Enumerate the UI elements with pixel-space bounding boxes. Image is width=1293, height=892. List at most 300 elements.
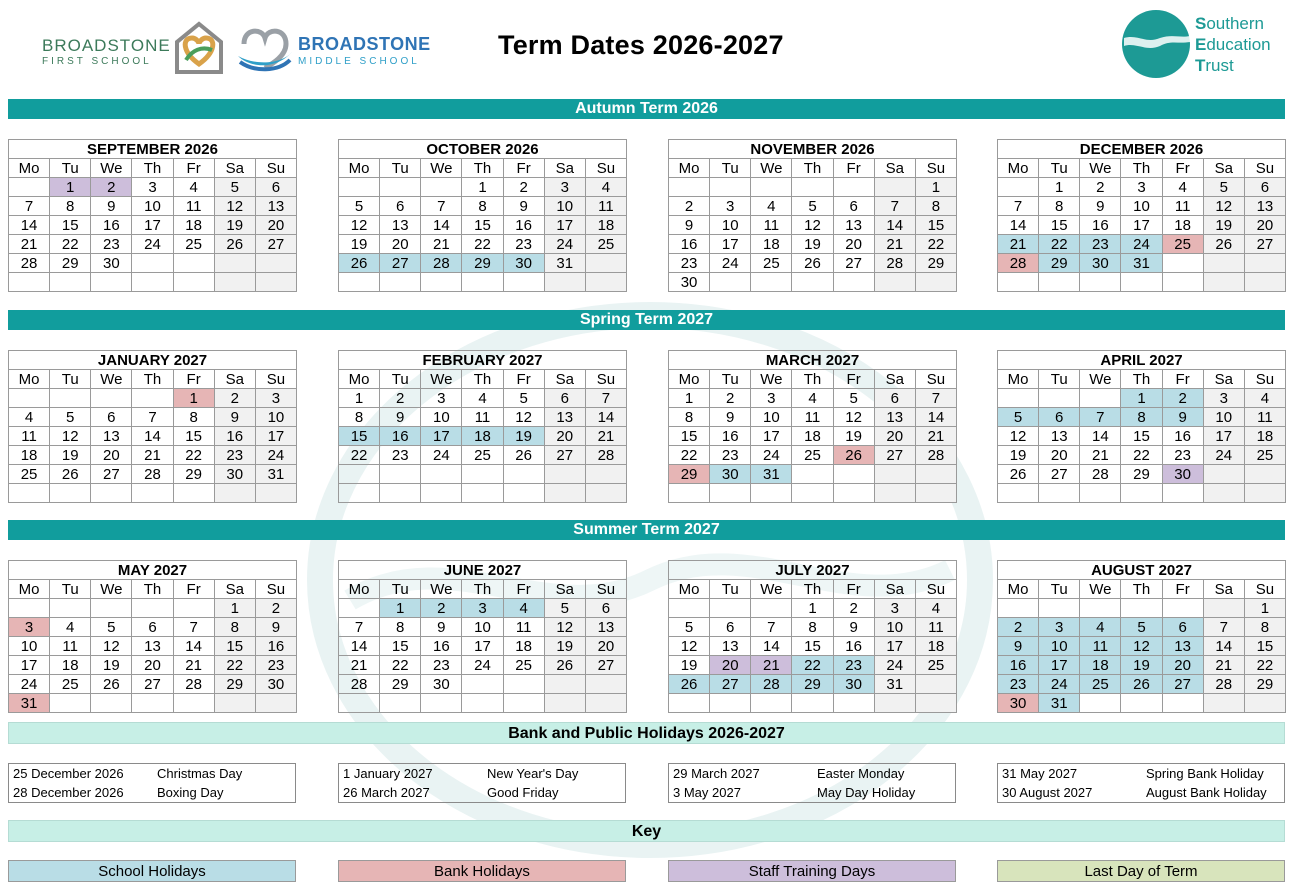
day-cell: 31 xyxy=(544,254,585,273)
empty-cell xyxy=(874,465,915,484)
day-cell: 27 xyxy=(585,656,626,675)
day-cell: 9 xyxy=(1162,408,1203,427)
empty-cell xyxy=(544,675,585,694)
day-cell: 12 xyxy=(1121,637,1162,656)
month-title: JANUARY 2027 xyxy=(9,351,297,370)
empty-cell xyxy=(1244,694,1285,713)
day-cell: 5 xyxy=(503,389,544,408)
day-cell: 16 xyxy=(1162,427,1203,446)
logo-middle-name: BROADSTONE xyxy=(298,34,431,54)
day-cell: 4 xyxy=(50,618,91,637)
month-title: JUNE 2027 xyxy=(339,561,627,580)
day-cell: 28 xyxy=(915,446,956,465)
empty-cell xyxy=(339,484,380,503)
day-cell: 29 xyxy=(462,254,503,273)
weekday-header: Sa xyxy=(544,580,585,599)
empty-cell xyxy=(1162,599,1203,618)
empty-cell xyxy=(132,273,173,292)
day-cell: 28 xyxy=(1203,675,1244,694)
holiday-name: August Bank Holiday xyxy=(1146,785,1267,800)
weekday-header: Mo xyxy=(669,370,710,389)
southern-education-trust-logo xyxy=(1120,8,1290,80)
day-cell: 23 xyxy=(710,446,751,465)
day-cell: 8 xyxy=(1244,618,1285,637)
empty-cell xyxy=(255,254,296,273)
day-cell: 20 xyxy=(132,656,173,675)
day-cell: 3 xyxy=(874,599,915,618)
day-cell: 26 xyxy=(339,254,380,273)
day-cell: 30 xyxy=(710,465,751,484)
day-cell: 19 xyxy=(339,235,380,254)
day-cell: 19 xyxy=(833,427,874,446)
weekday-header: Su xyxy=(1244,159,1285,178)
day-cell: 14 xyxy=(585,408,626,427)
day-cell: 18 xyxy=(9,446,50,465)
day-cell: 30 xyxy=(1162,465,1203,484)
empty-cell xyxy=(1162,273,1203,292)
day-cell: 30 xyxy=(91,254,132,273)
empty-cell xyxy=(421,484,462,503)
day-cell: 19 xyxy=(998,446,1039,465)
empty-cell xyxy=(339,273,380,292)
day-cell: 25 xyxy=(585,235,626,254)
month-calendar xyxy=(997,350,1286,503)
day-cell: 4 xyxy=(503,599,544,618)
trust-line-2: Education xyxy=(1195,35,1271,54)
empty-cell xyxy=(915,694,956,713)
day-cell: 23 xyxy=(214,446,255,465)
day-cell: 23 xyxy=(1080,235,1121,254)
day-cell: 8 xyxy=(50,197,91,216)
empty-cell xyxy=(462,273,503,292)
day-cell: 21 xyxy=(874,235,915,254)
day-cell: 16 xyxy=(214,427,255,446)
day-cell: 24 xyxy=(751,446,792,465)
weekday-header: Mo xyxy=(339,370,380,389)
weekday-header: Sa xyxy=(214,159,255,178)
empty-cell xyxy=(132,254,173,273)
day-cell: 12 xyxy=(1203,197,1244,216)
empty-cell xyxy=(421,273,462,292)
day-cell: 22 xyxy=(380,656,421,675)
bank-holiday-row xyxy=(9,783,295,802)
day-cell: 22 xyxy=(915,235,956,254)
day-cell: 4 xyxy=(1244,389,1285,408)
day-cell: 23 xyxy=(833,656,874,675)
day-cell: 16 xyxy=(998,656,1039,675)
month-calendar xyxy=(997,139,1286,292)
day-cell: 30 xyxy=(503,254,544,273)
empty-cell xyxy=(339,465,380,484)
day-cell: 22 xyxy=(792,656,833,675)
empty-cell xyxy=(1121,484,1162,503)
day-cell: 21 xyxy=(585,427,626,446)
day-cell: 13 xyxy=(1162,637,1203,656)
empty-cell xyxy=(50,694,91,713)
day-cell: 11 xyxy=(9,427,50,446)
day-cell: 6 xyxy=(380,197,421,216)
empty-cell xyxy=(833,694,874,713)
day-cell: 5 xyxy=(339,197,380,216)
day-cell: 5 xyxy=(1121,618,1162,637)
logo-middle-subtitle: MIDDLE SCHOOL xyxy=(298,56,420,67)
empty-cell xyxy=(874,694,915,713)
day-cell: 20 xyxy=(833,235,874,254)
day-cell: 7 xyxy=(585,389,626,408)
day-cell: 8 xyxy=(462,197,503,216)
day-cell: 3 xyxy=(462,599,503,618)
month-title: OCTOBER 2026 xyxy=(339,140,627,159)
empty-cell xyxy=(792,694,833,713)
month-calendar xyxy=(668,139,957,292)
weekday-header: Sa xyxy=(214,580,255,599)
empty-cell xyxy=(339,178,380,197)
empty-cell xyxy=(132,389,173,408)
day-cell: 2 xyxy=(710,389,751,408)
weekday-header: Th xyxy=(462,580,503,599)
empty-cell xyxy=(544,694,585,713)
day-cell: 14 xyxy=(751,637,792,656)
holiday-date: 28 December 2026 xyxy=(13,785,124,800)
day-cell: 11 xyxy=(503,618,544,637)
weekday-header: Su xyxy=(585,580,626,599)
day-cell: 28 xyxy=(173,675,214,694)
day-cell: 23 xyxy=(380,446,421,465)
empty-cell xyxy=(1080,484,1121,503)
holiday-name: Good Friday xyxy=(487,785,559,800)
day-cell: 9 xyxy=(998,637,1039,656)
day-cell: 25 xyxy=(462,446,503,465)
day-cell: 10 xyxy=(544,197,585,216)
weekday-header: Mo xyxy=(9,370,50,389)
weekday-header: Su xyxy=(255,159,296,178)
key-bank-holidays: Bank Holidays xyxy=(338,860,626,882)
day-cell: 25 xyxy=(751,254,792,273)
month-calendar xyxy=(668,350,957,503)
month-title: MARCH 2027 xyxy=(669,351,957,370)
weekday-header: Sa xyxy=(1203,580,1244,599)
empty-cell xyxy=(710,599,751,618)
day-cell: 3 xyxy=(1203,389,1244,408)
day-cell: 21 xyxy=(751,656,792,675)
day-cell: 20 xyxy=(380,235,421,254)
trust-line-3: Trust xyxy=(1195,56,1234,75)
empty-cell xyxy=(421,465,462,484)
day-cell: 29 xyxy=(1121,465,1162,484)
day-cell: 5 xyxy=(544,599,585,618)
empty-cell xyxy=(380,273,421,292)
empty-cell xyxy=(544,465,585,484)
day-cell: 24 xyxy=(1121,235,1162,254)
day-cell: 15 xyxy=(669,427,710,446)
empty-cell xyxy=(462,465,503,484)
day-cell: 6 xyxy=(132,618,173,637)
day-cell: 24 xyxy=(132,235,173,254)
day-cell: 7 xyxy=(173,618,214,637)
holiday-name: New Year's Day xyxy=(487,766,579,781)
weekday-header: Sa xyxy=(874,370,915,389)
weekday-header: Mo xyxy=(339,580,380,599)
day-cell: 11 xyxy=(1244,408,1285,427)
empty-cell xyxy=(132,599,173,618)
day-cell: 7 xyxy=(421,197,462,216)
weekday-header: We xyxy=(1080,370,1121,389)
empty-cell xyxy=(874,178,915,197)
day-cell: 11 xyxy=(173,197,214,216)
day-cell: 24 xyxy=(421,446,462,465)
day-cell: 27 xyxy=(833,254,874,273)
empty-cell xyxy=(91,389,132,408)
day-cell: 3 xyxy=(9,618,50,637)
bank-holiday-row xyxy=(339,783,625,802)
empty-cell xyxy=(710,484,751,503)
empty-cell xyxy=(1039,484,1080,503)
day-cell: 16 xyxy=(669,235,710,254)
month-calendar xyxy=(668,560,957,713)
day-cell: 17 xyxy=(421,427,462,446)
day-cell: 13 xyxy=(255,197,296,216)
day-cell: 2 xyxy=(503,178,544,197)
empty-cell xyxy=(1121,694,1162,713)
day-cell: 1 xyxy=(669,389,710,408)
day-cell: 29 xyxy=(915,254,956,273)
empty-cell xyxy=(585,465,626,484)
weekday-header: We xyxy=(421,159,462,178)
weekday-header: Tu xyxy=(710,580,751,599)
trust-globe-icon xyxy=(1120,8,1192,80)
day-cell: 18 xyxy=(462,427,503,446)
weekday-header: Th xyxy=(1121,370,1162,389)
weekday-header: Th xyxy=(1121,580,1162,599)
day-cell: 14 xyxy=(1203,637,1244,656)
day-cell: 25 xyxy=(1162,235,1203,254)
empty-cell xyxy=(669,484,710,503)
weekday-header: Sa xyxy=(544,159,585,178)
day-cell: 27 xyxy=(1244,235,1285,254)
day-cell: 7 xyxy=(1203,618,1244,637)
day-cell: 26 xyxy=(669,675,710,694)
bank-holiday-row xyxy=(998,783,1284,802)
empty-cell xyxy=(9,273,50,292)
day-cell: 13 xyxy=(1244,197,1285,216)
weekday-header: Fr xyxy=(503,370,544,389)
day-cell: 9 xyxy=(255,618,296,637)
day-cell: 9 xyxy=(421,618,462,637)
day-cell: 17 xyxy=(9,656,50,675)
day-cell: 4 xyxy=(173,178,214,197)
day-cell: 8 xyxy=(380,618,421,637)
day-cell: 19 xyxy=(50,446,91,465)
day-cell: 6 xyxy=(255,178,296,197)
day-cell: 20 xyxy=(710,656,751,675)
day-cell: 26 xyxy=(544,656,585,675)
bank-holiday-group xyxy=(338,763,626,803)
empty-cell xyxy=(915,675,956,694)
day-cell: 12 xyxy=(91,637,132,656)
empty-cell xyxy=(132,694,173,713)
empty-cell xyxy=(751,273,792,292)
month-title: SEPTEMBER 2026 xyxy=(9,140,297,159)
empty-cell xyxy=(50,484,91,503)
day-cell: 19 xyxy=(544,637,585,656)
empty-cell xyxy=(792,484,833,503)
weekday-header: Su xyxy=(255,580,296,599)
day-cell: 12 xyxy=(833,408,874,427)
day-cell: 22 xyxy=(1039,235,1080,254)
weekday-header: Mo xyxy=(669,159,710,178)
weekday-header: Fr xyxy=(173,159,214,178)
weekday-header: Fr xyxy=(503,159,544,178)
day-cell: 31 xyxy=(1039,694,1080,713)
empty-cell xyxy=(585,675,626,694)
day-cell: 20 xyxy=(1039,446,1080,465)
day-cell: 15 xyxy=(214,637,255,656)
weekday-header: Th xyxy=(792,580,833,599)
day-cell: 1 xyxy=(173,389,214,408)
day-cell: 27 xyxy=(255,235,296,254)
day-cell: 2 xyxy=(214,389,255,408)
weekday-header: Fr xyxy=(833,370,874,389)
weekday-header: Fr xyxy=(833,159,874,178)
day-cell: 16 xyxy=(380,427,421,446)
weekday-header: Tu xyxy=(1039,370,1080,389)
empty-cell xyxy=(833,178,874,197)
day-cell: 15 xyxy=(915,216,956,235)
day-cell: 25 xyxy=(1080,675,1121,694)
key-school-holidays: School Holidays xyxy=(8,860,296,882)
day-cell: 30 xyxy=(255,675,296,694)
empty-cell xyxy=(380,694,421,713)
day-cell: 23 xyxy=(503,235,544,254)
day-cell: 5 xyxy=(91,618,132,637)
holiday-name: Boxing Day xyxy=(157,785,224,800)
empty-cell xyxy=(1162,694,1203,713)
empty-cell xyxy=(91,484,132,503)
day-cell: 18 xyxy=(1162,216,1203,235)
empty-cell xyxy=(1039,599,1080,618)
empty-cell xyxy=(833,465,874,484)
day-cell: 8 xyxy=(915,197,956,216)
empty-cell xyxy=(1039,273,1080,292)
day-cell: 4 xyxy=(751,197,792,216)
empty-cell xyxy=(585,694,626,713)
day-cell: 22 xyxy=(1121,446,1162,465)
day-cell: 2 xyxy=(669,197,710,216)
day-cell: 4 xyxy=(585,178,626,197)
month-calendar xyxy=(338,560,627,713)
day-cell: 21 xyxy=(1203,656,1244,675)
day-cell: 22 xyxy=(1244,656,1285,675)
day-cell: 7 xyxy=(9,197,50,216)
day-cell: 27 xyxy=(380,254,421,273)
day-cell: 22 xyxy=(214,656,255,675)
day-cell: 11 xyxy=(462,408,503,427)
empty-cell xyxy=(1039,389,1080,408)
day-cell: 25 xyxy=(50,675,91,694)
empty-cell xyxy=(214,484,255,503)
key-heading: Key xyxy=(8,820,1285,842)
day-cell: 28 xyxy=(1080,465,1121,484)
empty-cell xyxy=(255,273,296,292)
day-cell: 17 xyxy=(1039,656,1080,675)
day-cell: 8 xyxy=(1039,197,1080,216)
day-cell: 13 xyxy=(833,216,874,235)
empty-cell xyxy=(669,599,710,618)
empty-cell xyxy=(9,389,50,408)
day-cell: 29 xyxy=(380,675,421,694)
day-cell: 2 xyxy=(998,618,1039,637)
day-cell: 3 xyxy=(132,178,173,197)
day-cell: 14 xyxy=(1080,427,1121,446)
weekday-header: Th xyxy=(462,159,503,178)
day-cell: 14 xyxy=(874,216,915,235)
heart-house-icon xyxy=(172,20,226,76)
day-cell: 30 xyxy=(833,675,874,694)
day-cell: 17 xyxy=(751,427,792,446)
empty-cell xyxy=(1080,599,1121,618)
weekday-header: We xyxy=(91,580,132,599)
day-cell: 5 xyxy=(214,178,255,197)
empty-cell xyxy=(998,599,1039,618)
day-cell: 12 xyxy=(544,618,585,637)
empty-cell xyxy=(1080,694,1121,713)
day-cell: 11 xyxy=(751,216,792,235)
day-cell: 7 xyxy=(751,618,792,637)
day-cell: 20 xyxy=(1244,216,1285,235)
weekday-header: Th xyxy=(132,580,173,599)
empty-cell xyxy=(214,694,255,713)
day-cell: 1 xyxy=(915,178,956,197)
day-cell: 22 xyxy=(173,446,214,465)
day-cell: 6 xyxy=(1039,408,1080,427)
day-cell: 21 xyxy=(339,656,380,675)
term-heading: Autumn Term 2026 xyxy=(8,99,1285,119)
day-cell: 3 xyxy=(1039,618,1080,637)
day-cell: 1 xyxy=(462,178,503,197)
bank-holiday-row xyxy=(339,764,625,783)
empty-cell xyxy=(792,273,833,292)
day-cell: 7 xyxy=(132,408,173,427)
day-cell: 20 xyxy=(544,427,585,446)
day-cell: 18 xyxy=(1080,656,1121,675)
weekday-header: We xyxy=(1080,159,1121,178)
day-cell: 7 xyxy=(1080,408,1121,427)
weekday-header: Su xyxy=(915,580,956,599)
day-cell: 13 xyxy=(1039,427,1080,446)
weekday-header: Th xyxy=(792,370,833,389)
day-cell: 6 xyxy=(874,389,915,408)
day-cell: 20 xyxy=(91,446,132,465)
broadstone-middle-school-logo xyxy=(236,18,431,82)
holiday-date: 31 May 2027 xyxy=(1002,766,1078,781)
empty-cell xyxy=(50,389,91,408)
day-cell: 13 xyxy=(710,637,751,656)
day-cell: 28 xyxy=(339,675,380,694)
empty-cell xyxy=(503,694,544,713)
day-cell: 22 xyxy=(339,446,380,465)
day-cell: 29 xyxy=(792,675,833,694)
day-cell: 8 xyxy=(214,618,255,637)
day-cell: 7 xyxy=(915,389,956,408)
weekday-header: Mo xyxy=(339,159,380,178)
day-cell: 24 xyxy=(544,235,585,254)
heart-swoosh-icon xyxy=(236,22,294,74)
weekday-header: Fr xyxy=(1162,580,1203,599)
day-cell: 2 xyxy=(255,599,296,618)
day-cell: 28 xyxy=(751,675,792,694)
holiday-date: 30 August 2027 xyxy=(1002,785,1093,800)
weekday-header: Th xyxy=(132,159,173,178)
